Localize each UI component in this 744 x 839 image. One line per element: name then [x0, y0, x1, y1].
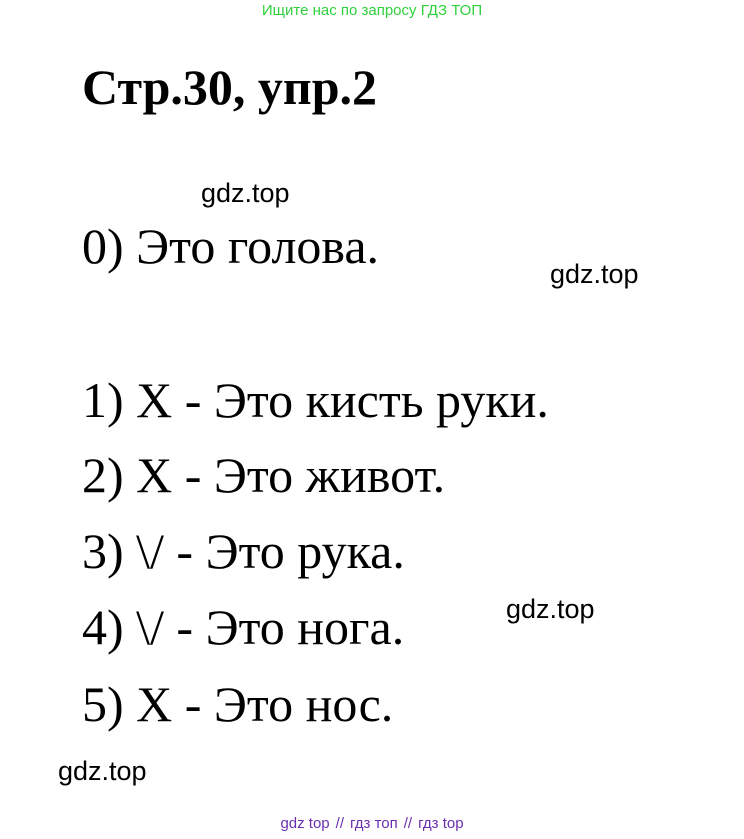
footer-link[interactable]: гдз top [418, 815, 464, 832]
watermark: gdz.top [506, 594, 595, 624]
answer-line-5: 5) X - Это нос. [82, 676, 394, 732]
answer-line-3: 3) \/ - Это рука. [82, 523, 405, 579]
answer-line-1: 1) X - Это кисть руки. [82, 372, 549, 428]
watermark: gdz.top [201, 178, 290, 208]
answer-line-0: 0) Это голова. [82, 218, 380, 274]
answer-line-2: 2) X - Это живот. [82, 447, 446, 503]
answer-line-4: 4) \/ - Это нога. [82, 599, 405, 655]
watermark: gdz.top [58, 756, 147, 786]
watermark: gdz.top [550, 259, 639, 289]
footer [0, 815, 744, 832]
top-banner: Ищите нас по запросу ГДЗ ТОП [261, 2, 483, 19]
footer-link[interactable]: gdz top [280, 815, 330, 832]
footer-link[interactable]: гдз топ [350, 815, 398, 832]
footer-separator: // [335, 815, 344, 832]
page-title: Стр.30, упр.2 [82, 59, 378, 115]
footer-separator: // [403, 815, 413, 832]
